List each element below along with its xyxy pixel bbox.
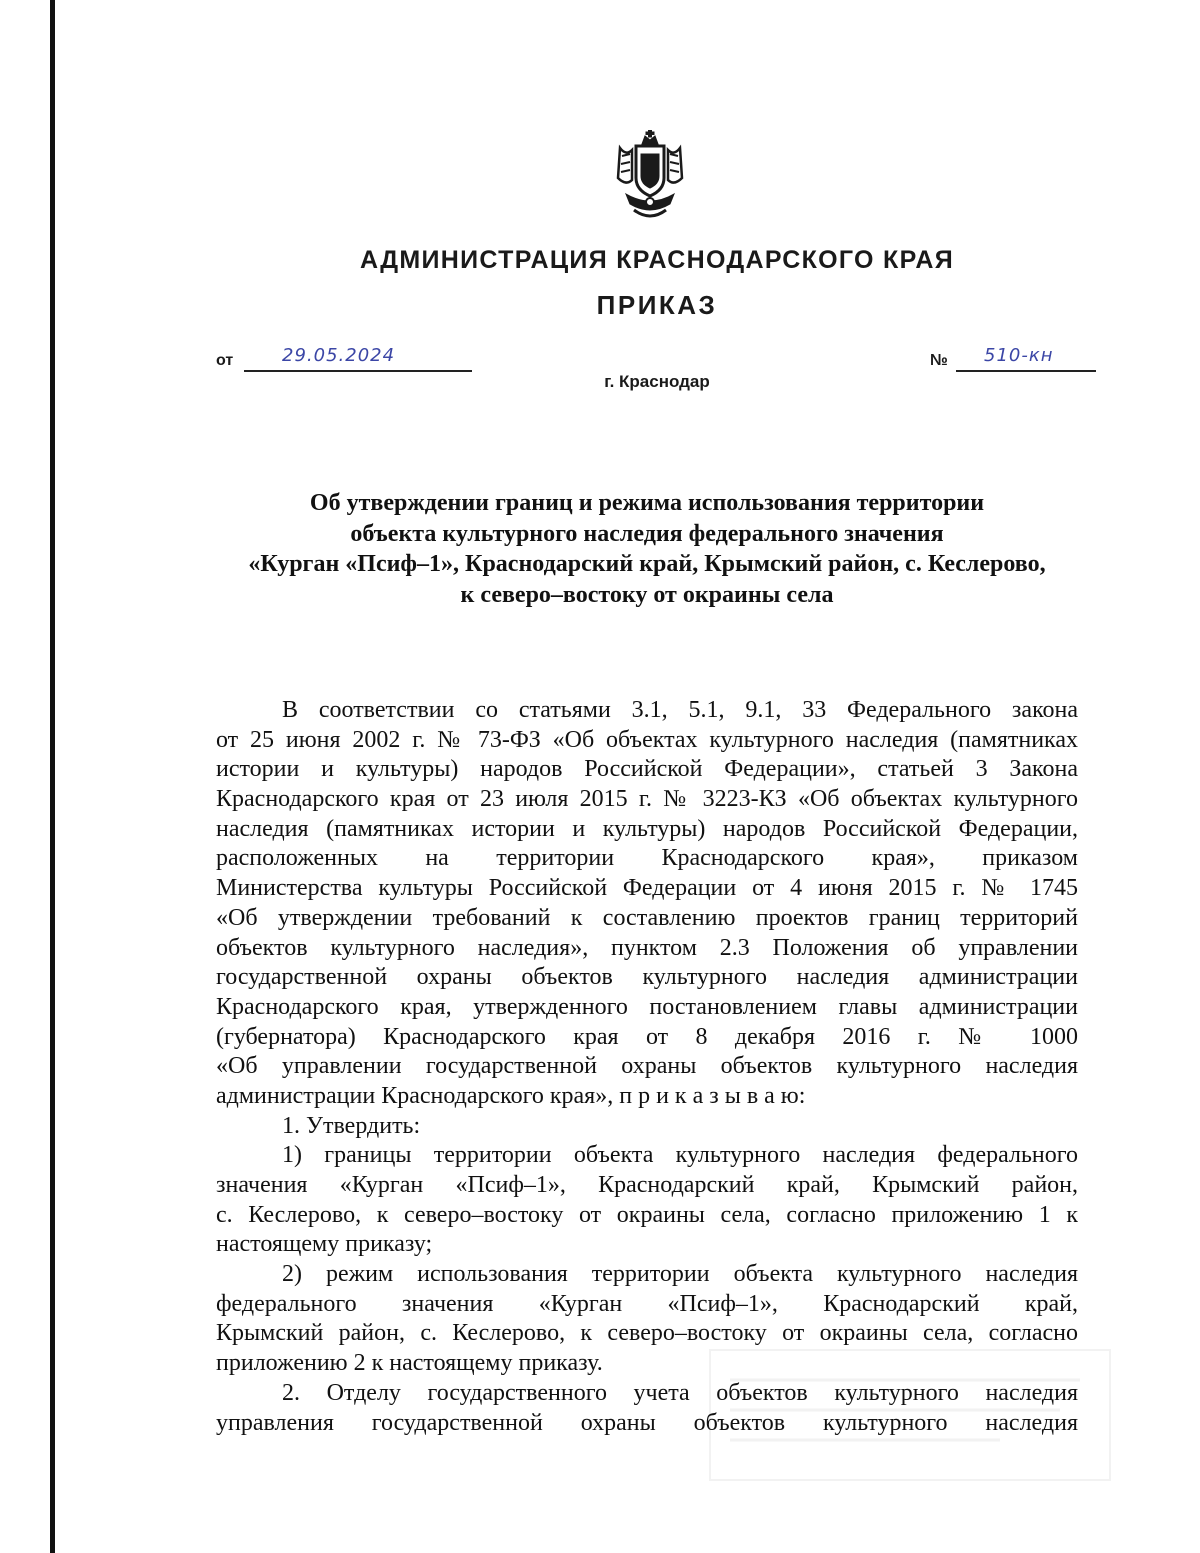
subject-line: к северо–востоку от окраины села — [460, 581, 834, 608]
order-body — [216, 696, 1078, 1438]
body-line: от 25 июня 2002 г. № 73-ФЗ «Об объектах культурного наследия (памятниках — [216, 726, 1078, 753]
body-line: настоящему приказу; — [216, 1231, 433, 1258]
page-edge-bar — [50, 0, 55, 1553]
body-line: управления государственной охраны объектов культурного наследия — [216, 1409, 1078, 1436]
city-name: г. Краснодар — [604, 372, 710, 391]
body-line: 2) режим использования территории объекта культурного наследия — [282, 1261, 1078, 1288]
body-line: «Об управлении государственной охраны объектов культурного наследия — [216, 1053, 1078, 1080]
body-line: Крымский район, с. Кеслерово, к северо–востоку от окраины села, согласно — [216, 1320, 1078, 1347]
body-line: Министерства культуры Российской Федерации от 4 июня 2015 г. № 1745 — [216, 875, 1078, 902]
body-line: 1. Утвердить: — [282, 1112, 421, 1139]
coat-of-arms-icon — [612, 130, 688, 222]
body-line: с. Кеслерово, к северо–востоку от окраины села, согласно приложению 1 к — [216, 1201, 1078, 1228]
subject-line: объекта культурного наследия федерального значения — [350, 520, 944, 547]
body-line: истории и культуры) народов Российской Федерации», статьей 3 Закона — [216, 756, 1078, 783]
body-line: 2. Отделу государственного учета объектов культурного наследия — [282, 1379, 1078, 1406]
number-handwritten: 510-кн — [984, 345, 1054, 366]
body-line: государственной охраны объектов культурного наследия администрации — [216, 964, 1078, 991]
body-line: администрации Краснодарского края», п р и к а з ы в а ю: — [216, 1082, 806, 1109]
body-line: объектов культурного наследия», пунктом 2.3 Положения об управлении — [216, 934, 1078, 961]
date-handwritten: 29.05.2024 — [282, 345, 396, 366]
body-line: «Об утверждении требований к составлению проектов границ территорий — [216, 904, 1078, 931]
body-line: Краснодарского края, утвержденного постановлением главы администрации — [216, 993, 1078, 1020]
body-line: наследия (памятниках истории и культуры) народов Российской Федерации, — [216, 815, 1078, 842]
body-line: Краснодарского края от 23 июля 2015 г. № 3223-КЗ «Об объектах культурного — [216, 786, 1078, 813]
order-subject — [216, 488, 1078, 610]
date-label: от — [216, 352, 234, 369]
body-line: расположенных на территории Краснодарского края», приказом — [216, 845, 1078, 872]
body-line: (губернатора) Краснодарского края от 8 декабря 2016 г. № 1000 — [216, 1023, 1078, 1050]
document-type: ПРИКАЗ — [596, 290, 718, 320]
body-line: приложению 2 к настоящему приказу. — [216, 1350, 603, 1377]
organization-name: АДМИНИСТРАЦИЯ КРАСНОДАРСКОГО КРАЯ — [360, 246, 954, 274]
body-line: федерального значения «Курган «Псиф–1», Краснодарский край, — [216, 1290, 1078, 1317]
body-line: значения «Курган «Псиф–1», Краснодарский край, Крымский район, — [216, 1172, 1078, 1198]
faint-stamp-icon — [700, 1340, 1120, 1490]
number-label: № — [930, 352, 948, 369]
subject-line: Об утверждении границ и режима использования территории — [309, 490, 985, 516]
subject-line: «Курган «Псиф–1», Краснодарский край, Крымский район, с. Кеслерово, — [248, 551, 1046, 577]
body-line: 1) границы территории объекта культурного наследия федерального — [282, 1142, 1078, 1169]
body-line: В соответствии со статьями 3.1, 5.1, 9.1, 33 Федерального закона — [282, 697, 1078, 723]
